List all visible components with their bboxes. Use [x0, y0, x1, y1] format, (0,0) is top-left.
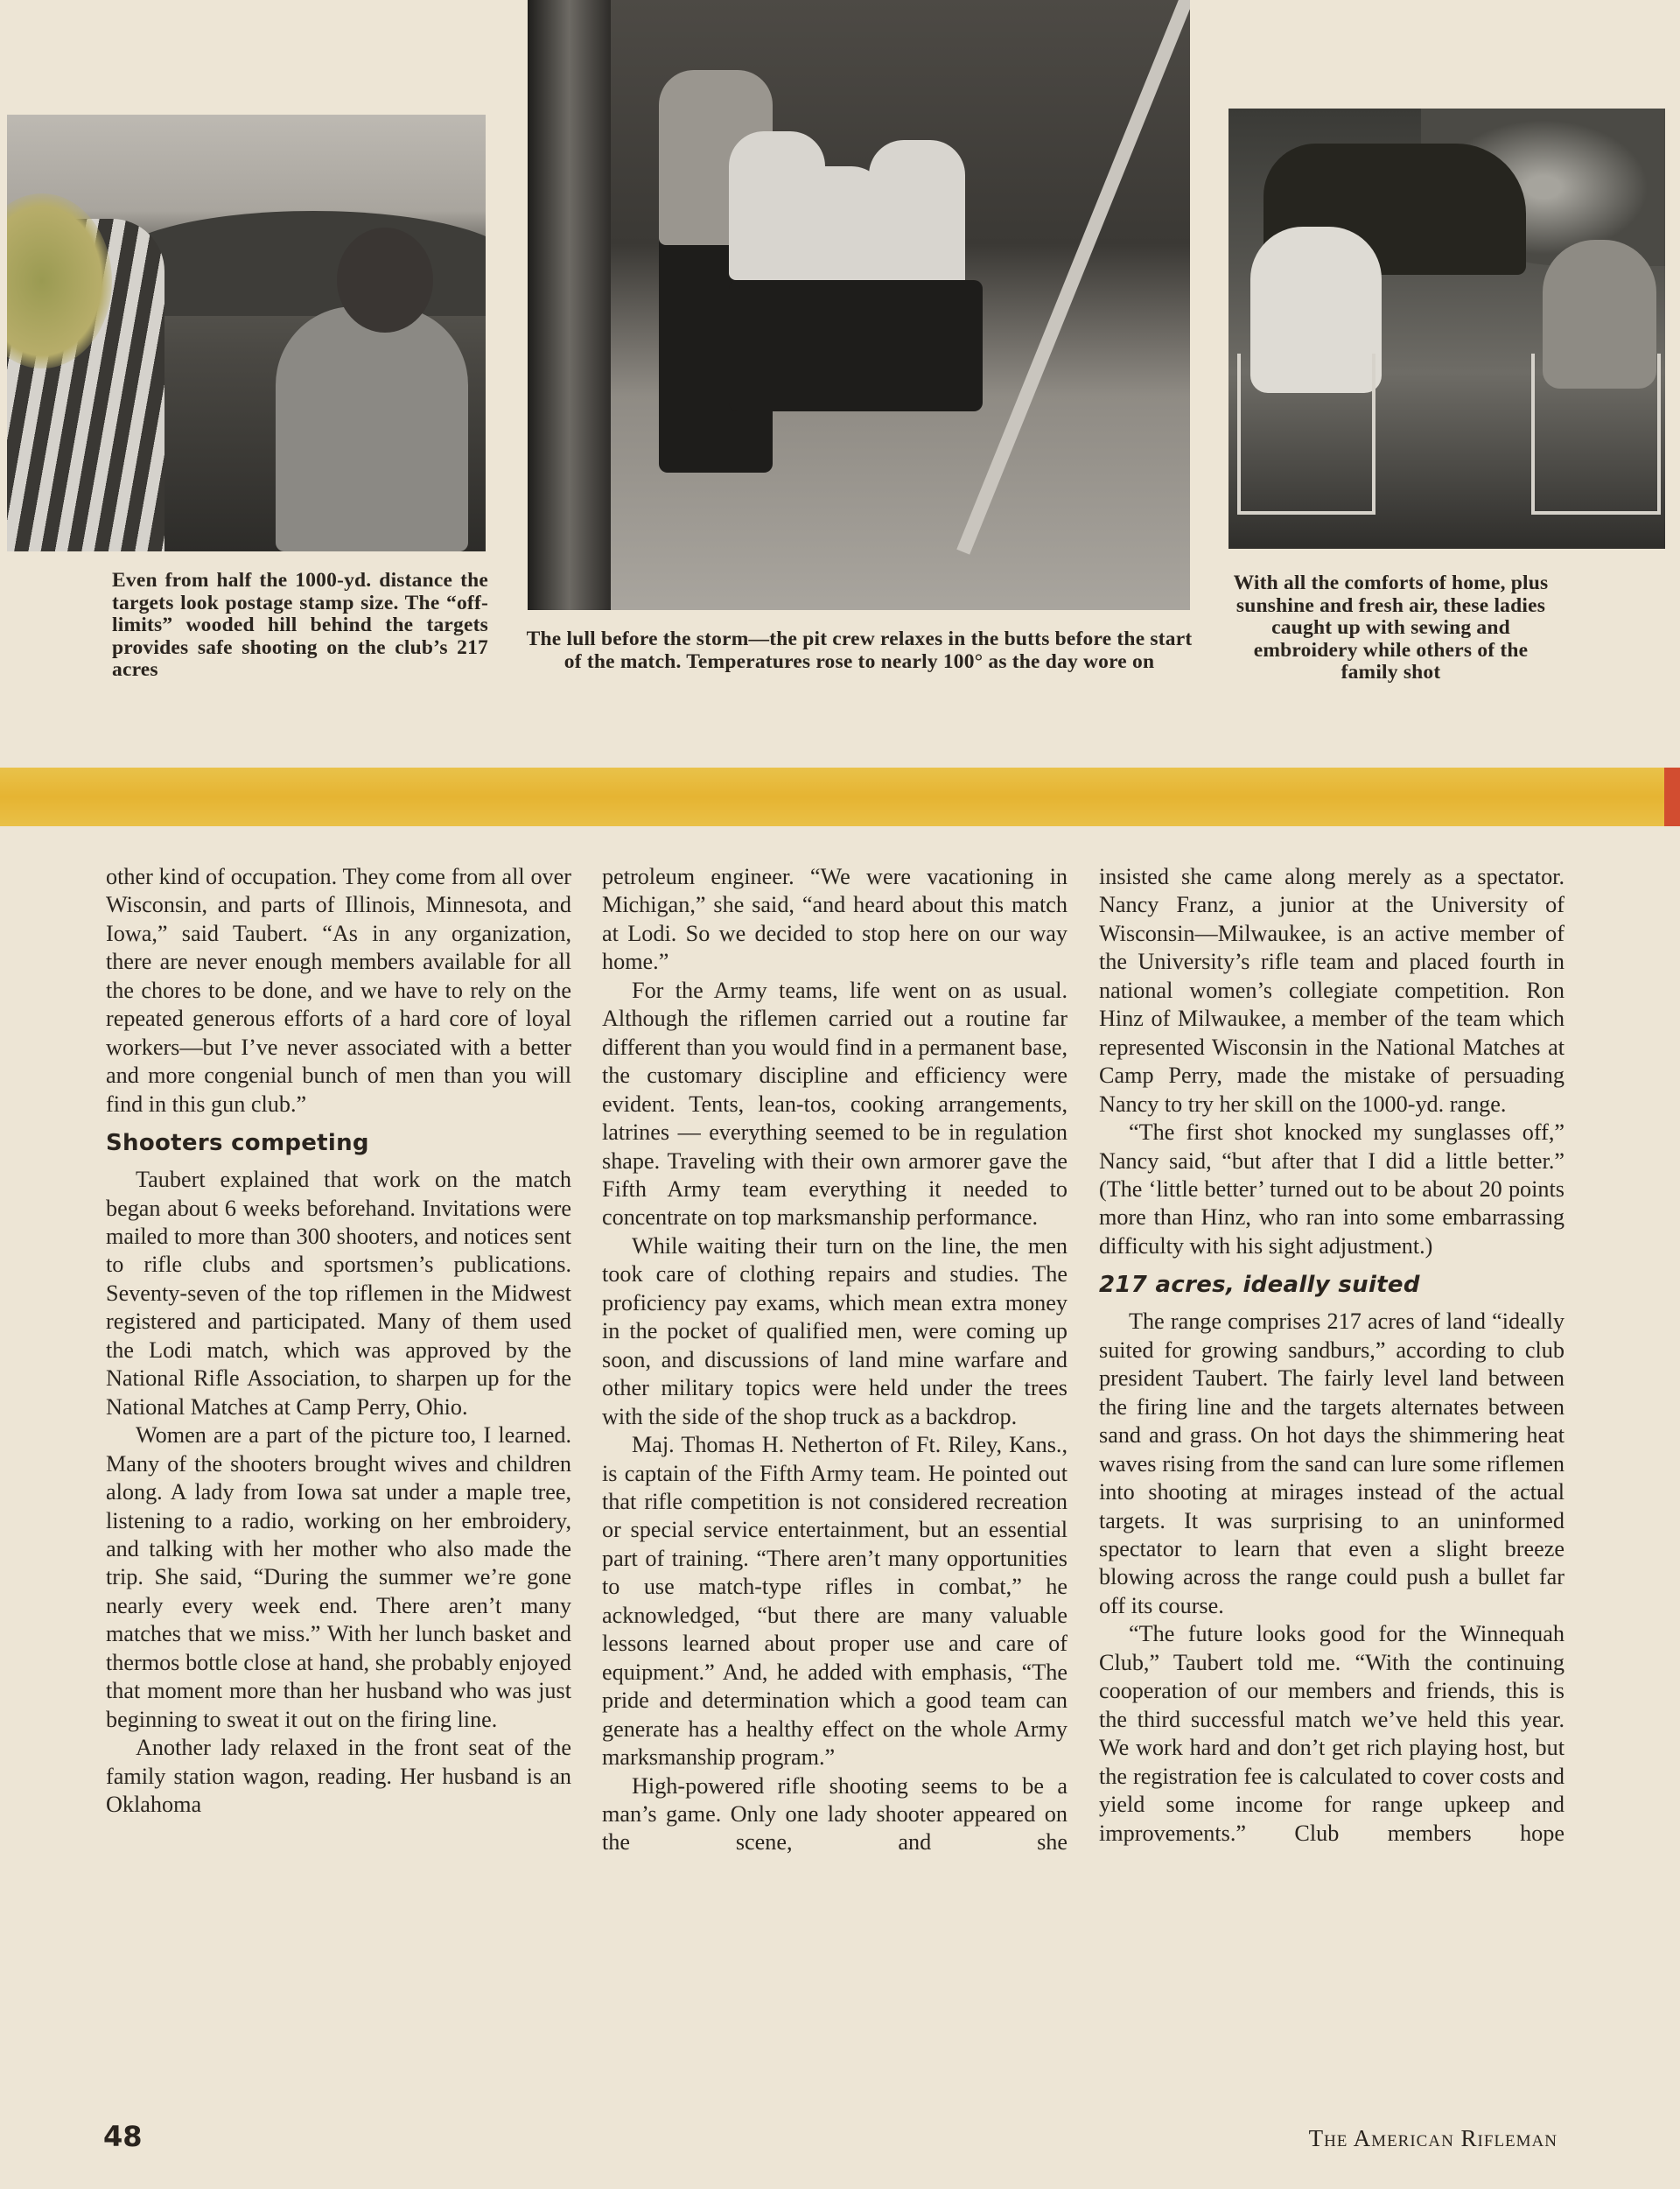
article-column-2	[602, 863, 1068, 1857]
page-number: 48	[103, 2120, 143, 2153]
spectator-back	[276, 306, 468, 551]
yellow-divider-band	[0, 768, 1680, 826]
section-heading: 217 acres, ideally suited	[1099, 1272, 1420, 1299]
magazine-name: The American Rifleman	[1308, 2125, 1558, 2151]
wooden-post	[528, 0, 611, 610]
photo-ladies-sewing	[1228, 109, 1665, 549]
article-column-1	[106, 863, 571, 1820]
caption-ladies: With all the comforts of home, plus sunshine and fresh air, these ladies caught up with sewing and embroidery while others of the family shot	[1233, 572, 1549, 684]
band-red-edge	[1664, 768, 1680, 826]
paragraph: “The first shot knocked my sunglasses off,” Nancy said, “but after that I did a little better.” (The ‘little better’ turned out to be about 20 points more than Hinz, who ran into some embarrassing difficulty with his sight adjustment.)	[1099, 1119, 1564, 1259]
target-pole	[956, 0, 1190, 555]
paragraph: Women are a part of the picture too, I learned. Many of the shooters brought wives and children along. A lady from Iowa sat under a maple tree, listening to a radio, working on her embroidery, and talking with her mother who also made the trip. She said, “During the summer we’re gone nearly every week end. There aren’t many matches that we miss.” With her lunch basket and thermos bottle close at hand, she probably enjoyed that moment more than her husband who was just beginning to sweat it out on the firing line.	[106, 1422, 571, 1732]
man-seated-3	[869, 140, 965, 289]
paragraph: The range comprises 217 acres of land “ideally suited for growing sandburs,” according to club president Taubert. The fairly level land between the firing line and the targets alternates between sand and grass. On hot days the shimmering heat waves rising from the sand can lure some riflemen into shooting at mirages instead of the actual targets. It was surprising to an uninformed spectator to learn that even a slight breeze blowing across the range could push a bullet far off its course.	[1099, 1308, 1564, 1618]
paragraph: For the Army teams, life went on as usual. Although the riflemen carried out a routine far different than you would find in a permanent base, the customary discipline and efficiency were evident. Tents, lean-tos, cooking arrangements, latrines — everything seemed to be in regulation shape. Traveling with their own armorer gave the Fifth Army team everything it needed to concentrate on top marksmanship performance.	[602, 977, 1068, 1231]
lawn-chair	[1237, 354, 1376, 515]
photo-spectators-range	[7, 115, 486, 551]
paragraph: Maj. Thomas H. Netherton of Ft. Riley, Kans., is captain of the Fifth Army team. He pointed out that rifle competition is not considered recreation or special service entertainment, but an essential part of training. “There aren’t many opportunities to use match-type rifles in combat,” he acknowledged, “but there are many valuable lessons learned about proper use and care of equipment.” And, he added with emphasis, “The pride and determination which a good team can generate has a healthy effect on the whole Army marksmanship program.”	[602, 1432, 1068, 1771]
caption-range: Even from half the 1000-yd. distance the targets look postage stamp size. The “off-limits” wooded hill behind the targets provides safe shooting on the club’s 217 acres	[112, 569, 488, 681]
seated-legs	[729, 280, 983, 411]
section-heading: Shooters competing	[106, 1130, 369, 1157]
article-column-3	[1099, 863, 1564, 1848]
paragraph: other kind of occupation. They come from all over Wisconsin, and parts of Illinois, Minnesota, and Iowa,” said Taubert. “As in any organization, there are never enough members available for all the chores to be done, and we have to rely on the repeated generous efforts of a hard core of loyal workers—but I’ve never associated with a better and more congenial bunch of men than you will find in this gun club.”	[106, 864, 571, 1117]
paragraph: petroleum engineer. “We were vacationing in Michigan,” she said, “and heard about this match at Lodi. So we decided to stop here on our way home.”	[602, 864, 1068, 975]
paragraph: While waiting their turn on the line, the men took care of clothing repairs and studies. The proficiency pay exams, which mean extra money in the pocket of qualified men, were coming up soon, and discussions of land mine warfare and other military topics were held under the trees with the side of the shop truck as a backdrop.	[602, 1232, 1068, 1429]
paragraph: Another lady relaxed in the front seat of the family station wagon, reading. Her husband is an Oklahoma	[106, 1735, 571, 1818]
photo-pit-crew	[528, 0, 1190, 610]
lawn-chair	[1531, 354, 1661, 515]
caption-pit-crew: The lull before the storm—the pit crew relaxes in the butts before the start of the match. Temperatures rose to nearly 100° as the day wore on	[526, 628, 1193, 673]
paragraph: “The future looks good for the Winnequah Club,” Taubert told me. “With the continuing cooperation of our members and friends, this is the third successful match we’ve held this year. We work hard and don’t get rich playing host, but the registration fee is calculated to cover costs and yield some income for range upkeep and improvements.” Club members hope	[1099, 1621, 1564, 1846]
spectator-head	[337, 228, 433, 333]
paragraph: Taubert explained that work on the match began about 6 weeks beforehand. Invitations were mailed to more than 300 shooters, and notices sent to rifle clubs and sportsmen’s publications. Seventy-seven of the top riflemen in the Midwest registered and participated. Many of them used the Lodi match, which was approved by the National Rifle Association, to sharpen up for the National Matches at Camp Perry, Ohio.	[106, 1167, 571, 1420]
paragraph: insisted she came along merely as a spectator. Nancy Franz, a junior at the University of Wisconsin—Milwaukee, is an active member of the University’s rifle team and placed fourth in national women’s collegiate competition. Ron Hinz of Milwaukee, a member of the team which represented Wisconsin in the National Matches at Camp Perry, made the mistake of persuading Nancy to try her skill on the 1000-yd. range.	[1099, 864, 1564, 1117]
paragraph: High-powered rifle shooting seems to be a man’s game. Only one lady shooter appeared on the scene, and she	[602, 1772, 1068, 1856]
